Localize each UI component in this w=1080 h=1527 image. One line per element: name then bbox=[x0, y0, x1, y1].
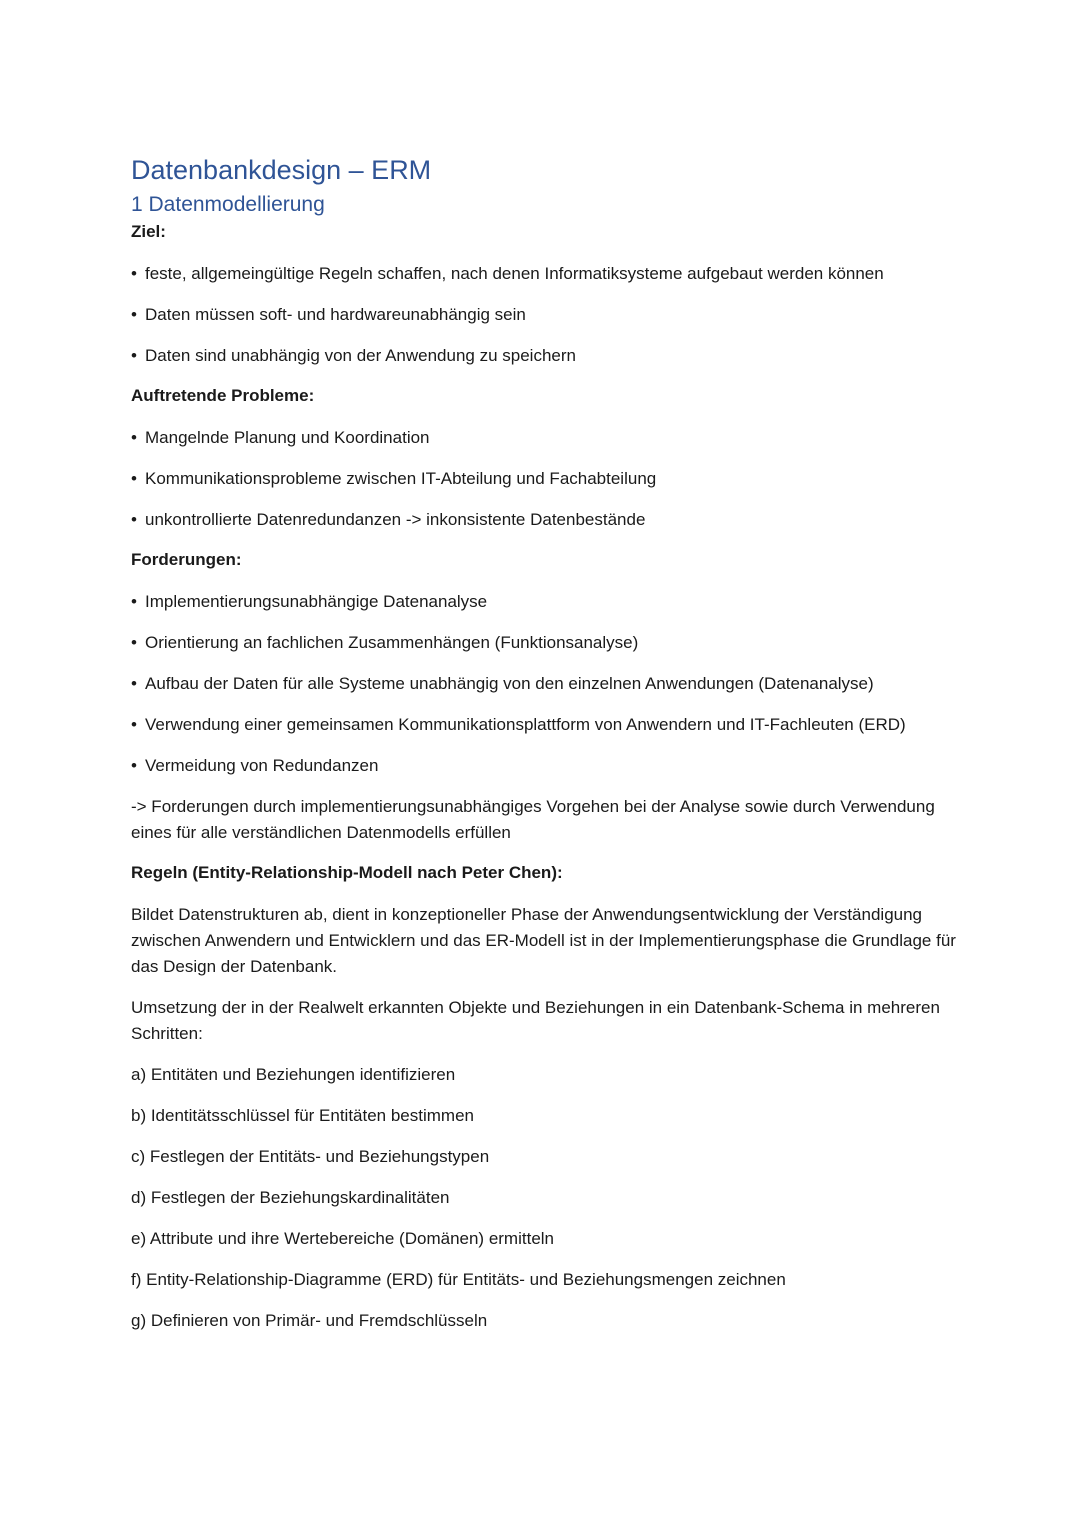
bullet-icon: • bbox=[131, 715, 137, 734]
document-title: Datenbankdesign – ERM bbox=[131, 155, 432, 185]
list-item: d) Festlegen der Beziehungskardinalitäten bbox=[131, 1188, 450, 1207]
list-item: e) Attribute und ihre Wertebereiche (Domänen) ermitteln bbox=[131, 1229, 554, 1248]
forderungen-list bbox=[131, 589, 961, 779]
ziel-list bbox=[131, 261, 961, 369]
probleme-heading: Auftretende Probleme: bbox=[131, 386, 315, 405]
steps-list bbox=[131, 1062, 961, 1334]
document-page bbox=[131, 150, 961, 1349]
list-item: f) Entity-Relationship-Diagramme (ERD) für Entitäts- und Beziehungsmengen zeichnen bbox=[131, 1270, 786, 1289]
bullet-icon: • bbox=[131, 756, 137, 775]
list-item: a) Entitäten und Beziehungen identifizieren bbox=[131, 1065, 456, 1084]
list-item: b) Identitätsschlüssel für Entitäten bestimmen bbox=[131, 1106, 474, 1125]
regeln-paragraph-2: Umsetzung der in der Realwelt erkannten Objekte und Beziehungen in ein Datenbank-Schema in mehreren Schritten: bbox=[131, 998, 940, 1043]
bullet-icon: • bbox=[131, 633, 137, 652]
list-item: • Aufbau der Daten für alle Systeme unabhängig von den einzelnen Anwendungen (Datenanalyse) bbox=[131, 671, 961, 697]
regeln-heading: Regeln (Entity-Relationship-Modell nach Peter Chen): bbox=[131, 863, 563, 882]
list-item: • Verwendung einer gemeinsamen Kommunikationsplattform von Anwendern und IT-Fachleuten (ERD) bbox=[131, 712, 961, 738]
bullet-icon: • bbox=[131, 469, 137, 488]
list-item: • Vermeidung von Redundanzen bbox=[131, 753, 961, 779]
bullet-icon: • bbox=[131, 510, 137, 529]
bullet-icon: • bbox=[131, 428, 137, 447]
list-item: • Implementierungsunabhängige Datenanalyse bbox=[131, 589, 961, 615]
forderungen-conclusion: -> Forderungen durch implementierungsunabhängiges Vorgehen bei der Analyse sowie durch Verwendung eines für alle verständlichen Datenmodells erfüllen bbox=[131, 797, 935, 842]
list-item: • Orientierung an fachlichen Zusammenhängen (Funktionsanalyse) bbox=[131, 630, 961, 656]
list-item: • Kommunikationsprobleme zwischen IT-Abteilung und Fachabteilung bbox=[131, 466, 961, 492]
section-title: 1 Datenmodellierung bbox=[131, 193, 325, 216]
bullet-icon: • bbox=[131, 264, 137, 283]
probleme-list bbox=[131, 425, 961, 533]
regeln-paragraph-1: Bildet Datenstrukturen ab, dient in konzeptioneller Phase der Anwendungsentwicklung der Verständigung zwischen Anwendern und Entwicklern und das ER-Modell ist in der Implementierungsphase die Grundlage für das Design der Datenbank. bbox=[131, 905, 956, 976]
list-item: • Mangelnde Planung und Koordination bbox=[131, 425, 961, 451]
list-item: • feste, allgemeingültige Regeln schaffen, nach denen Informatiksysteme aufgebaut werden können bbox=[131, 261, 961, 287]
list-item: • Daten müssen soft- und hardwareunabhängig sein bbox=[131, 302, 961, 328]
bullet-icon: • bbox=[131, 592, 137, 611]
list-item: g) Definieren von Primär- und Fremdschlüsseln bbox=[131, 1311, 488, 1330]
bullet-icon: • bbox=[131, 674, 137, 693]
ziel-heading: Ziel: bbox=[131, 222, 166, 241]
list-item: c) Festlegen der Entitäts- und Beziehungstypen bbox=[131, 1147, 490, 1166]
list-item: • unkontrollierte Datenredundanzen -> inkonsistente Datenbestände bbox=[131, 507, 961, 533]
forderungen-heading: Forderungen: bbox=[131, 550, 242, 569]
bullet-icon: • bbox=[131, 305, 137, 324]
list-item: • Daten sind unabhängig von der Anwendung zu speichern bbox=[131, 343, 961, 369]
bullet-icon: • bbox=[131, 346, 137, 365]
